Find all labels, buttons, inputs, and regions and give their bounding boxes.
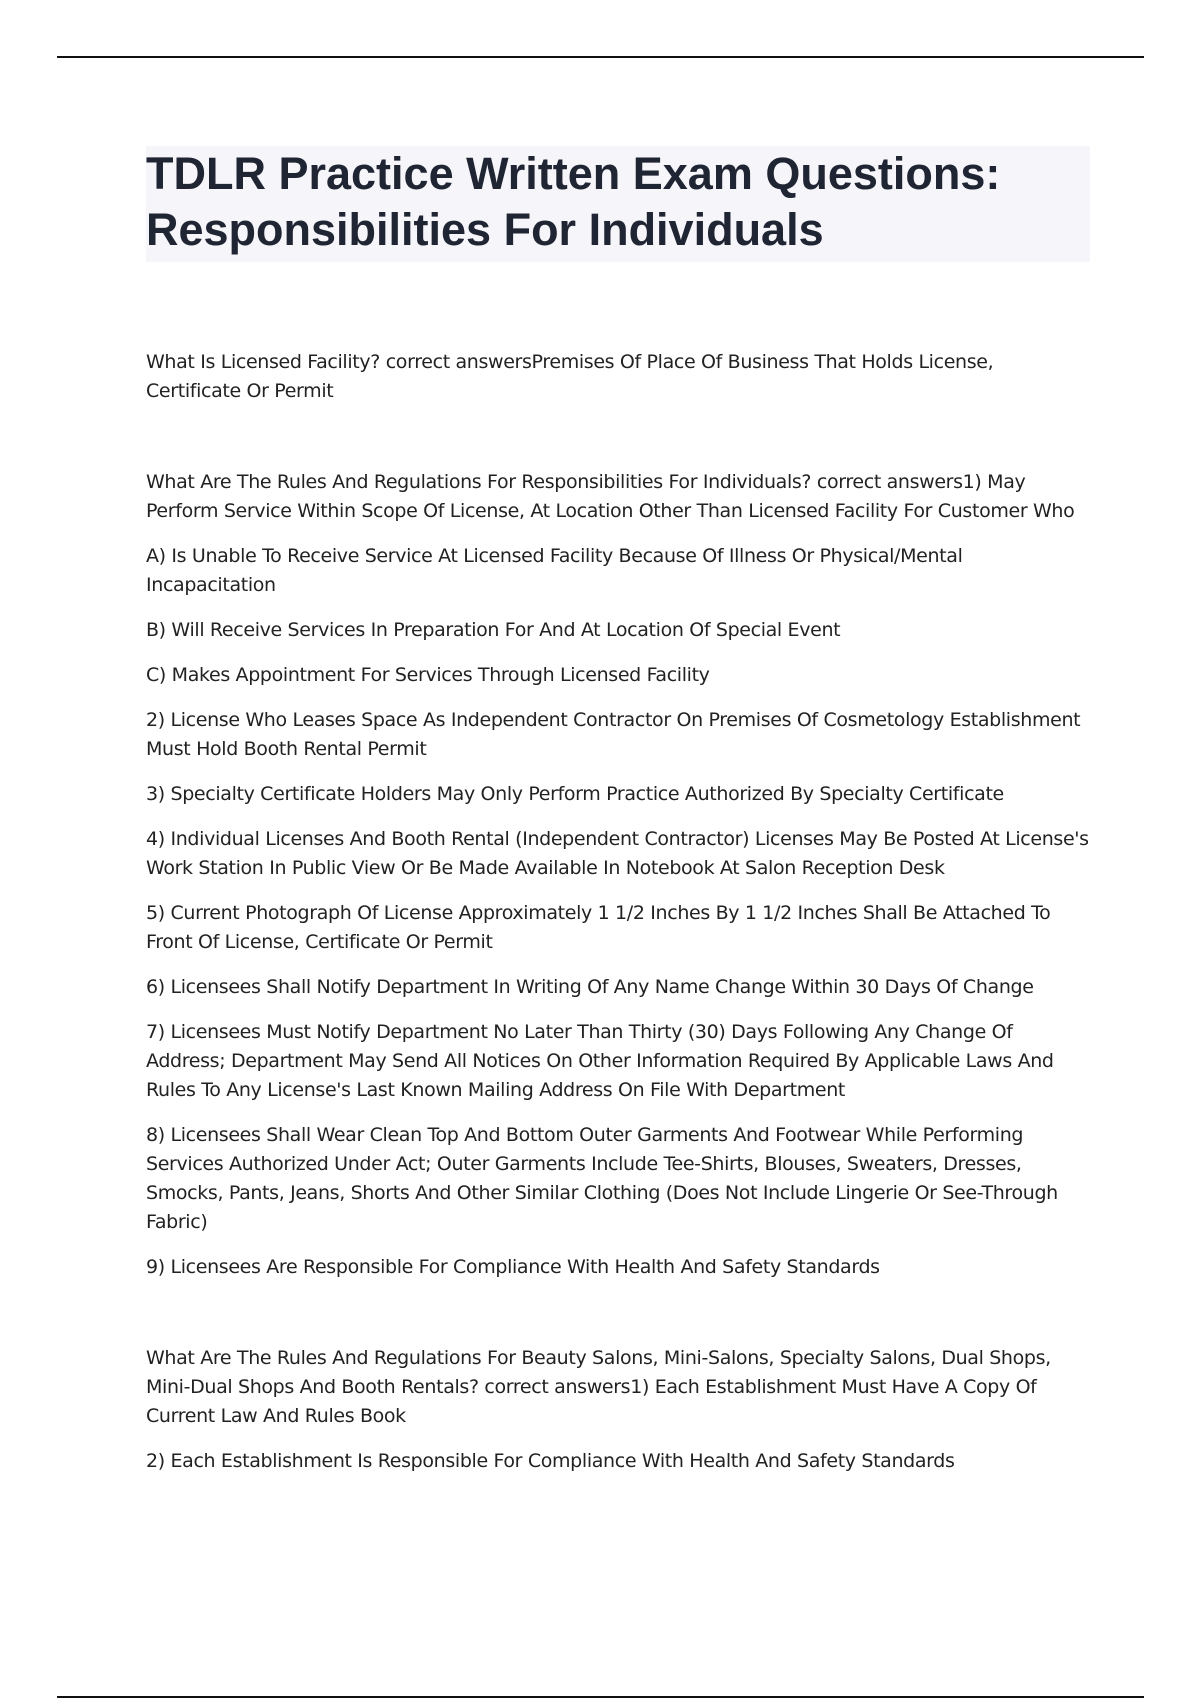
qa-salon-rules xyxy=(146,1344,1090,1476)
page-title xyxy=(146,146,1090,258)
document-page xyxy=(146,146,1090,1492)
qa-paragraph: A) Is Unable To Receive Service At Licensed Facility Because Of Illness Or Physical/Mental Incapacitation xyxy=(146,545,963,596)
qa-paragraph: B) Will Receive Services In Preparation For And At Location Of Special Event xyxy=(146,619,841,641)
qa-paragraph: 4) Individual Licenses And Booth Rental (Independent Contractor) Licenses May Be Posted At License's Work Station In Public View Or Be Made Available In Notebook At Salon Reception Desk xyxy=(146,828,1089,879)
title-line-2: Responsibilities For Individuals xyxy=(146,204,824,255)
qa-paragraph: 9) Licensees Are Responsible For Compliance With Health And Safety Standards xyxy=(146,1256,880,1278)
title-block xyxy=(146,146,1090,262)
qa-paragraph: What Is Licensed Facility? correct answersPremises Of Place Of Business That Holds License, Certificate Or Permit xyxy=(146,351,994,402)
top-divider xyxy=(57,56,1144,58)
qa-paragraph: What Are The Rules And Regulations For Responsibilities For Individuals? correct answers1) May Perform Service Within Scope Of License, At Location Other Than Licensed Facility For Customer Who xyxy=(146,471,1075,522)
qa-paragraph: 2) Each Establishment Is Responsible For Compliance With Health And Safety Standards xyxy=(146,1450,955,1472)
qa-paragraph: 2) License Who Leases Space As Independent Contractor On Premises Of Cosmetology Establishment Must Hold Booth Rental Permit xyxy=(146,709,1081,760)
qa-paragraph: 3) Specialty Certificate Holders May Only Perform Practice Authorized By Specialty Certificate xyxy=(146,783,1004,805)
qa-paragraph: 8) Licensees Shall Wear Clean Top And Bottom Outer Garments And Footwear While Performing Services Authorized Under Act; Outer Garments Include Tee-Shirts, Blouses, Sweaters, Dresses, Smocks, Pants, Jeans, Shorts And Other Similar Clothing (Does Not Include Lingerie Or See-Through Fabric) xyxy=(146,1124,1058,1233)
qa-responsibilities-individuals xyxy=(146,468,1090,1282)
qa-paragraph: What Are The Rules And Regulations For Beauty Salons, Mini-Salons, Specialty Salons, Dual Shops, Mini-Dual Shops And Booth Rentals? correct answers1) Each Establishment Must Have A Copy Of Current Law And Rules Book xyxy=(146,1347,1051,1427)
qa-paragraph: 7) Licensees Must Notify Department No Later Than Thirty (30) Days Following Any Change Of Address; Department May Send All Notices On Other Information Required By Applicable Laws And Rules To Any License's Last Known Mailing Address On File With Department xyxy=(146,1021,1054,1101)
title-line-1: TDLR Practice Written Exam Questions: xyxy=(146,148,1001,199)
qa-paragraph: C) Makes Appointment For Services Through Licensed Facility xyxy=(146,664,710,686)
qa-licensed-facility xyxy=(146,348,1090,406)
qa-paragraph: 6) Licensees Shall Notify Department In Writing Of Any Name Change Within 30 Days Of Change xyxy=(146,976,1034,998)
bottom-divider xyxy=(57,1696,1144,1698)
qa-paragraph: 5) Current Photograph Of License Approximately 1 1/2 Inches By 1 1/2 Inches Shall Be Attached To Front Of License, Certificate Or Permit xyxy=(146,902,1051,953)
